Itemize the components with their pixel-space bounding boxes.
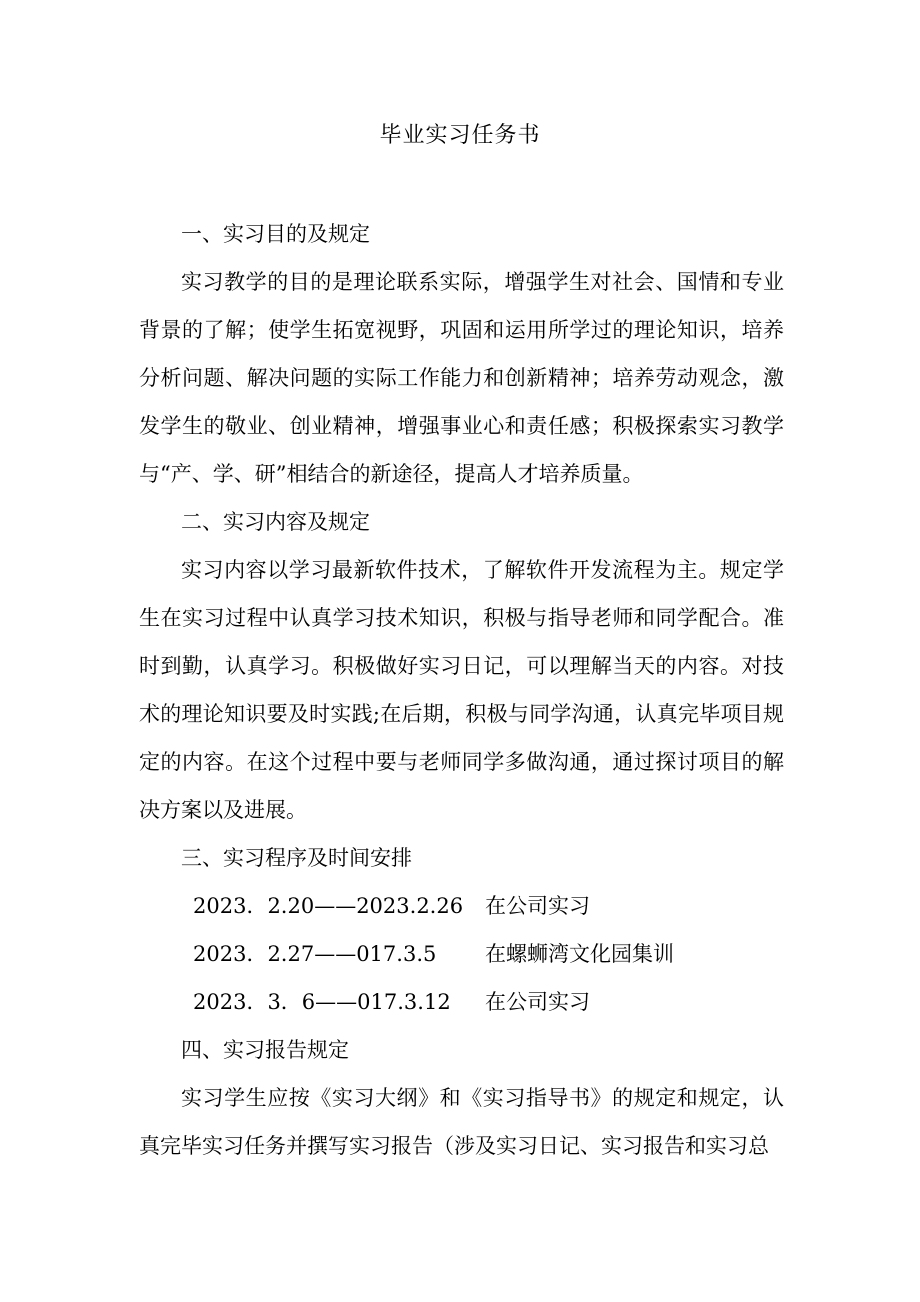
section-paragraph: 实习教学的目的是理论联系实际，增强学生对社会、国情和专业背景的了解；使学生拓宽视野，巩固和运用所学过的理论知识，培养分析问题、解决问题的实际工作能力和创新精神；培养劳动观念，激发学生的敬业、创业精神，增强事业心和责任感；积极探索实习教学与“产、学、研”相结合的新途径，提高人才培养质量。 — [139, 270, 784, 486]
section-heading: 一、实习目的及规定 — [181, 222, 370, 246]
section-heading: 二、实习内容及规定 — [181, 510, 370, 534]
section-report — [139, 1026, 784, 1170]
schedule-activity: 在公司实习 — [485, 990, 590, 1014]
section-purpose — [139, 210, 784, 498]
section-heading: 三、实习程序及时间安排 — [181, 846, 412, 870]
schedule-date: 2023．2.27——017.3.5 — [193, 942, 437, 966]
schedule-date: 2023．3．6——017.3.12 — [193, 990, 451, 1014]
schedule-row — [139, 882, 784, 930]
schedule-activity: 在公司实习 — [485, 894, 590, 918]
schedule-activity: 在螺蛳湾文化园集训 — [485, 942, 674, 966]
schedule-date: 2023．2.20——2023.2.26 — [193, 894, 464, 918]
section-schedule — [139, 834, 784, 1026]
section-paragraph: 实习学生应按《实习大纲》和《实习指导书》的规定和规定，认真完毕实习任务并撰写实习报告（涉及实习日记、实习报告和实习总 — [139, 1086, 784, 1158]
section-heading: 四、实习报告规定 — [181, 1038, 349, 1062]
schedule-row — [139, 978, 784, 1026]
section-content — [139, 498, 784, 834]
document-body — [139, 210, 784, 1170]
section-paragraph: 实习内容以学习最新软件技术，了解软件开发流程为主。规定学生在实习过程中认真学习技术知识，积极与指导老师和同学配合。准时到勤，认真学习。积极做好实习日记，可以理解当天的内容。对技术的理论知识要及时实践;在后期，积极与同学沟通，认真完毕项目规定的内容。在这个过程中要与老师同学多做沟通，通过探讨项目的解决方案以及进展。 — [139, 558, 784, 822]
schedule-row — [139, 930, 784, 978]
document-title: 毕业实习任务书 — [379, 123, 541, 148]
